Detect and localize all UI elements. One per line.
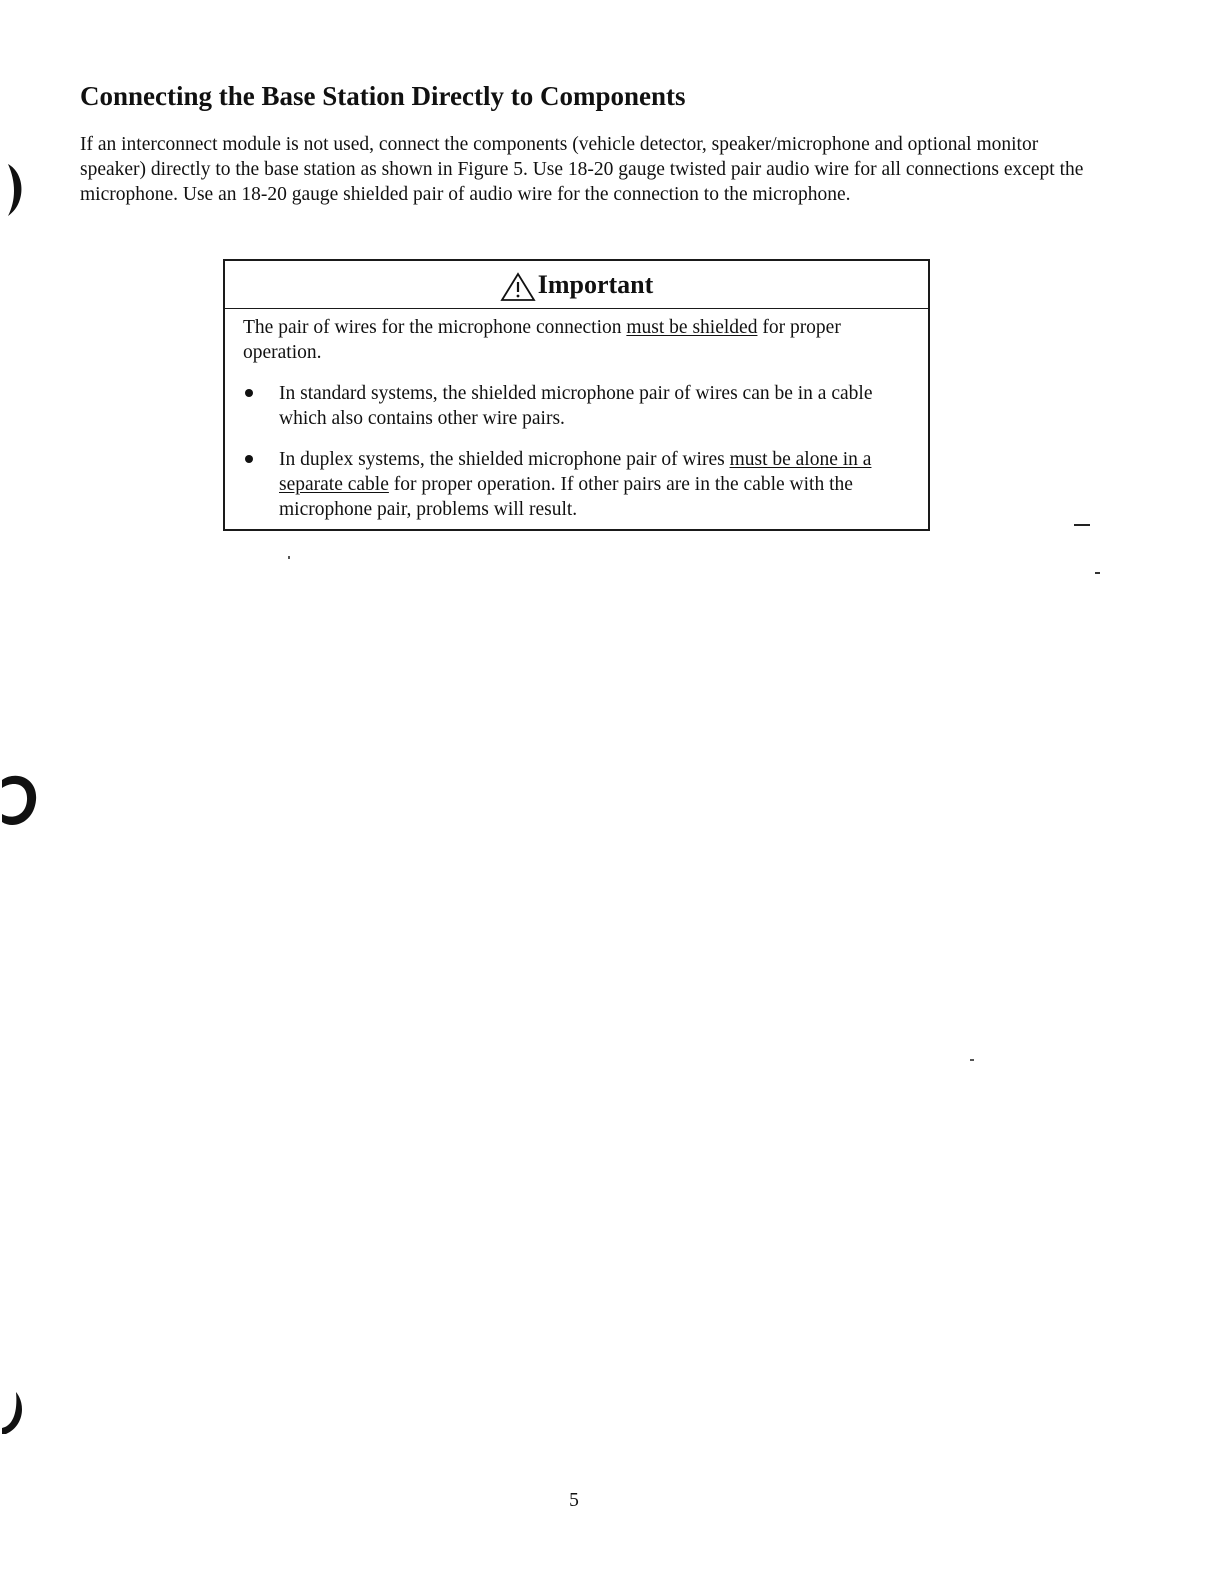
notice-body	[225, 309, 928, 522]
bullet-text: In standard systems, the shielded microphone pair of wires can be in a cable which also contains other wire pairs.	[279, 383, 873, 429]
bullet-icon	[245, 455, 253, 463]
list-item	[243, 447, 910, 522]
stray-dot-mark	[970, 1059, 974, 1061]
margin-dash-mark	[1074, 524, 1090, 526]
notice-intro-text: The pair of wires for the microphone connection	[243, 317, 627, 338]
notice-intro-emphasis: must be shielded	[626, 317, 758, 338]
punch-hole-mark-middle	[0, 772, 40, 832]
punch-hole-mark-top	[0, 160, 30, 220]
notice-title: Important	[537, 269, 654, 299]
bullet-emphasis: must be alone in a separate cable	[279, 449, 872, 495]
page-number: 5	[569, 1490, 579, 1511]
notice-intro-text-end: for proper operation.	[243, 317, 841, 363]
intro-paragraph: If an interconnect module is not used, connect the components (vehicle detector, speaker/microphone and optional monitor speaker) directly to the base station as shown in Figure 5. Use 18-20 gauge twisted pair audio wire for all connections except the microphone. Use an 18-20 gauge shielded pair of audio wire for the connection to the microphone.	[80, 134, 1084, 205]
bullet-text: In duplex systems, the shielded microphone pair of wires	[279, 449, 730, 470]
margin-dot-mark	[1095, 572, 1100, 574]
notice-intro	[243, 315, 910, 365]
bullet-text-end: for proper operation. If other pairs are in the cable with the microphone pair, problems will result.	[279, 474, 853, 520]
punch-hole-mark-bottom	[0, 1390, 30, 1440]
bullet-icon	[245, 389, 253, 397]
notice-bullet-list	[243, 381, 910, 522]
list-item	[243, 381, 910, 431]
notice-header	[225, 261, 928, 309]
important-notice-box	[223, 259, 930, 531]
section-heading: Connecting the Base Station Directly to Components	[80, 81, 686, 111]
stray-dot-mark	[288, 556, 290, 559]
warning-triangle-icon	[500, 272, 536, 302]
